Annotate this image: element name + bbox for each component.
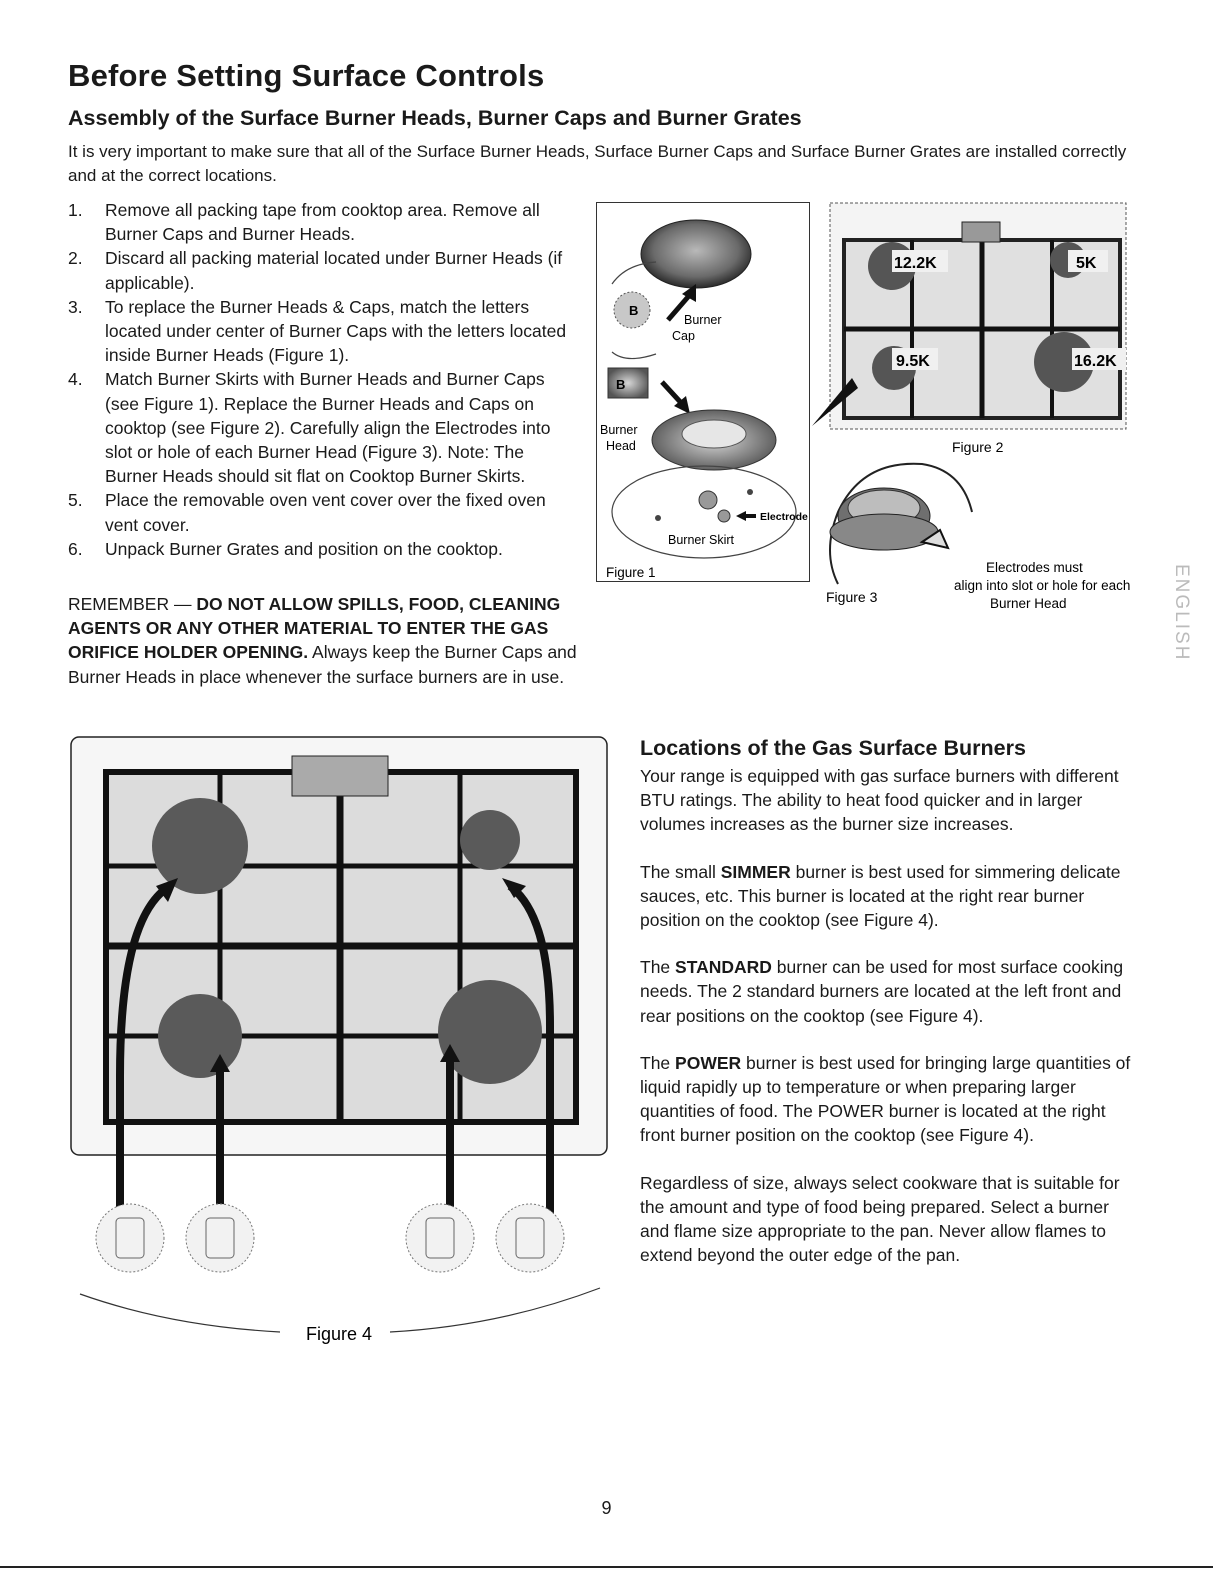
- svg-text:Cap: Cap: [672, 329, 695, 343]
- burner-rating-label: 12.2K: [894, 255, 937, 272]
- burner-rating-label: 5K: [1076, 255, 1097, 272]
- figure-4: [70, 736, 610, 1356]
- assembly-steps: [68, 198, 578, 561]
- figure-1: [596, 202, 810, 582]
- cooktop-top-view-illustration: [812, 202, 1128, 462]
- paragraph: The small SIMMER burner is best used for simmering delicate sauces, etc. This burner is located at the right rear burner position on the cooktop (see Figure 4).: [640, 861, 1121, 931]
- paragraph: The STANDARD burner can be used for most surface cooking needs. The 2 standard burners are located at the left front and rear positions on the cooktop (see Figure 4).: [640, 957, 1124, 1026]
- page-title: Before Setting Surface Controls: [68, 58, 545, 93]
- figure-1-caption: Figure 1: [606, 565, 656, 580]
- svg-text:align into slot or hole for ea: align into slot or hole for each: [954, 578, 1131, 593]
- step-item: 5. Place the removable oven vent cover over the fixed oven vent cover.: [68, 490, 546, 535]
- section-heading-assembly: Assembly of the Surface Burner Heads, Burner Caps and Burner Grates: [68, 106, 802, 130]
- svg-text:B: B: [616, 377, 626, 392]
- section-heading-locations: Locations of the Gas Surface Burners: [640, 736, 1026, 760]
- bottom-rule: [0, 1566, 1213, 1568]
- burner-locations-text: [640, 764, 1140, 1290]
- electrode-label: Electrode: [760, 511, 808, 523]
- step-item: 4. Match Burner Skirts with Burner Heads and Burner Caps (see Figure 1). Replace the Burner Heads and Caps on cooktop (see Figure 2). Carefully align the Electrodes into slot or hole of each Burner Head (Figure 3). Note: The Burner Heads should sit flat on Cooktop Burner Skirts.: [68, 369, 551, 487]
- language-tab: [1150, 560, 1190, 680]
- figure-4-caption: Figure 4: [306, 1324, 373, 1344]
- svg-text:Burner Head: Burner Head: [990, 596, 1067, 611]
- step-item: 1. Remove all packing tape from cooktop area. Remove all Burner Caps and Burner Heads.: [68, 200, 540, 245]
- paragraph: The POWER burner is best used for bringing large quantities of liquid rapidly up to temperature or when preparing larger quantities of food. The POWER burner is located at the right front burner position on the cooktop (see Figure 4).: [640, 1052, 1131, 1146]
- svg-text:Electrodes must: Electrodes must: [986, 560, 1083, 575]
- svg-text:Burner: Burner: [600, 423, 638, 437]
- paragraph: Regardless of size, always select cookware that is suitable for the amount and type of food being prepared. Select a burner and flame size appropriate to the pan. Never allow flames to extend beyond the outer edge of the pan.: [640, 1172, 1120, 1266]
- paragraph: Your range is equipped with gas surface burners with different BTU ratings. The ability to heat food quicker and in larger volumes increases as the burner size increases.: [640, 766, 1119, 835]
- intro-paragraph: It is very important to make sure that all of the Surface Burner Heads, Surface Burner Caps and Surface Burner Grates are installed correctly and at the correct locations.: [68, 142, 1127, 185]
- figure-3-caption: Figure 3: [826, 589, 878, 605]
- burner-assembly-illustration: [596, 202, 810, 582]
- warning-bold-text: DO NOT ALLOW SPILLS, FOOD, CLEANING AGENTS OR ANY OTHER MATERIAL TO ENTER THE GAS ORIFICE HOLDER OPENING.: [68, 594, 561, 663]
- letter-b: B: [629, 303, 639, 318]
- burner-skirt-label: Burner Skirt: [668, 533, 734, 547]
- electrode-alignment-illustration: [812, 452, 1131, 622]
- figure-2: [812, 202, 1128, 462]
- page-number: 9: [601, 1498, 612, 1518]
- remember-warning: REMEMBER — DO NOT ALLOW SPILLS, FOOD, CLEANING AGENTS OR ANY OTHER MATERIAL TO ENTER THE GAS ORIFICE HOLDER OPENING. Always keep the Burner Caps and Burner Heads in place whenever the surface burners are in use.: [68, 594, 577, 687]
- burner-rating-label: 9.5K: [896, 353, 930, 370]
- burner-cap-label: Burner: [684, 313, 722, 327]
- figure-3: [812, 452, 1131, 622]
- svg-text:Head: Head: [606, 439, 636, 453]
- step-item: 6. Unpack Burner Grates and position on the cooktop.: [68, 538, 503, 559]
- burner-rating-label: 16.2K: [1074, 353, 1117, 370]
- language-tab-label: ENGLISH: [1171, 564, 1192, 662]
- cooktop-burner-locations-illustration: [70, 736, 610, 1356]
- step-item: 2. Discard all packing material located under Burner Heads (if applicable).: [68, 248, 563, 293]
- figure-2-caption: Figure 2: [952, 439, 1004, 455]
- step-item: 3. To replace the Burner Heads & Caps, match the letters located under center of Burner Caps with the letters located inside Burner Heads (Figure 1).: [68, 296, 567, 366]
